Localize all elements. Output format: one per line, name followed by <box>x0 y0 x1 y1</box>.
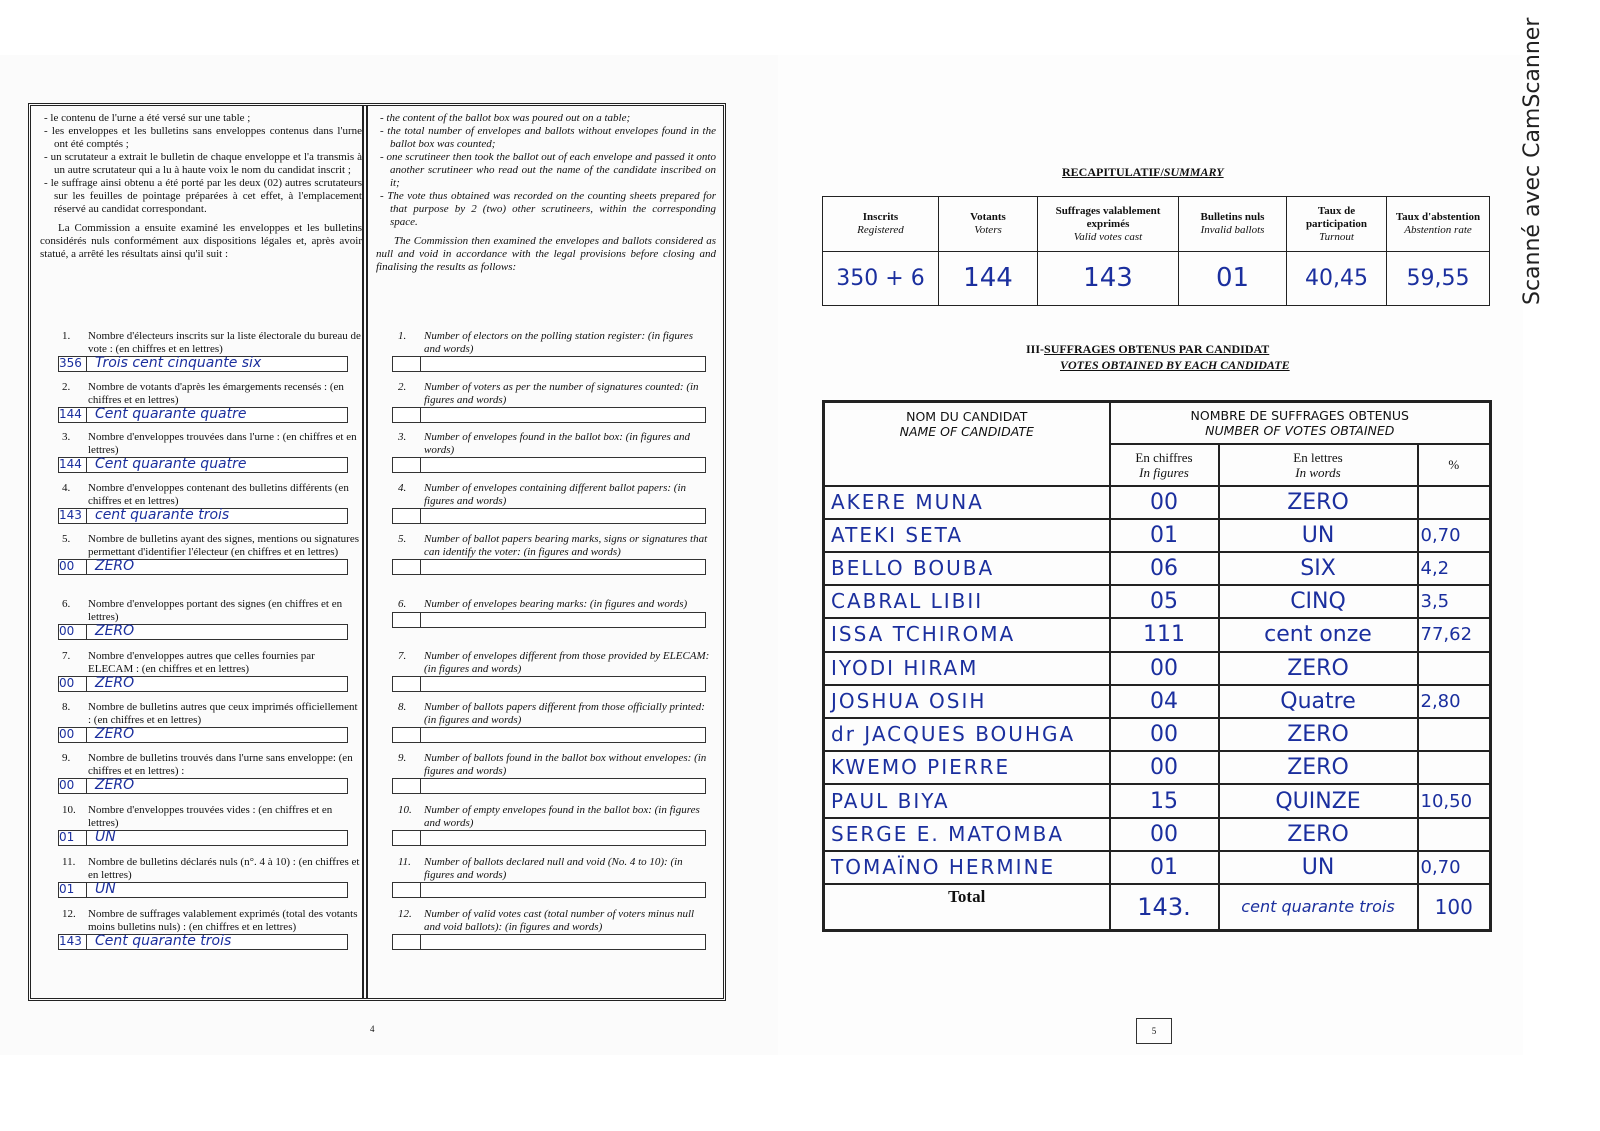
valid-votes-value: 143 <box>1038 252 1179 306</box>
item-number: 4. <box>398 482 407 494</box>
summary-header <box>1287 197 1387 252</box>
summary-title-fr: RECAPITULATIF/ <box>1062 165 1164 179</box>
header-en: Registered <box>857 224 904 236</box>
candidate-votes-figures: 00 <box>1110 486 1219 519</box>
item-label: Nombre d'électeurs inscrits sur la liste électorale du bureau de vote : (en chiffres et en lettres) <box>88 330 361 355</box>
figures-header-fr: En chiffres <box>1135 449 1193 465</box>
column-divider <box>362 106 368 998</box>
candidates-body <box>824 486 1491 885</box>
candidate-pct <box>1418 751 1491 784</box>
french-item <box>59 650 362 692</box>
item-label: Number of valid votes cast (total number of voters minus null and void ballots): (in figures and words) <box>424 908 695 933</box>
answer-figure <box>393 831 421 845</box>
item-label: Number of voters as per the number of signatures counted: (in figures and words) <box>424 381 699 406</box>
item-number: 8. <box>398 701 407 713</box>
candidate-votes-figures: 15 <box>1110 784 1219 817</box>
candidate-votes-figures: 06 <box>1110 552 1219 585</box>
english-intro <box>376 112 716 274</box>
words-header-fr: En lettres <box>1293 449 1343 465</box>
candidate-row <box>824 851 1491 884</box>
header-en: Abstention rate <box>1404 224 1472 236</box>
item-answer-box <box>392 407 706 423</box>
item-number: 3. <box>398 431 407 443</box>
item-number: 4. <box>62 482 71 494</box>
item-answer-box <box>58 882 348 898</box>
summary-header <box>1179 197 1287 252</box>
total-row <box>824 884 1491 930</box>
item-label: Nombre d'enveloppes contenant des bulletins différents (en chiffres et en lettres) <box>88 482 349 507</box>
figures-header <box>1110 444 1219 486</box>
item-answer-box <box>58 830 348 846</box>
answer-figure <box>393 408 421 422</box>
item-label: Number of envelopes bearing marks: (in figures and words) <box>424 598 688 610</box>
answer-figure <box>393 779 421 793</box>
candidate-name: CABRAL LIBII <box>824 585 1110 618</box>
candidates-title-en: VOTES OBTAINED BY EACH CANDIDATE <box>1060 358 1290 372</box>
answer-words: Cent quarante quatre <box>95 406 247 422</box>
item-answer-box <box>58 676 348 692</box>
candidate-row <box>824 486 1491 519</box>
name-header <box>824 402 1110 486</box>
item-label: Nombre de bulletins déclarés nuls (n°. 4 à 10) : (en chiffres et en lettres) <box>88 856 360 881</box>
item-answer-box <box>58 508 348 524</box>
english-intro-line: - The vote thus obtained was recorded on the counting sheets prepared for that purpose by 2 (two) other scrutineers, within the corresponding space. <box>380 190 716 228</box>
item-number: 12. <box>62 908 76 920</box>
candidate-votes-words: ZERO <box>1219 818 1418 851</box>
item-number: 6. <box>398 598 407 610</box>
item-number: 10. <box>62 804 76 816</box>
item-number: 11. <box>62 856 76 868</box>
answer-words: ZERO <box>95 726 135 742</box>
item-answer-box <box>58 778 348 794</box>
votes-header <box>1110 402 1491 444</box>
votes-header-en: NUMBER OF VOTES OBTAINED <box>1205 422 1395 438</box>
candidate-votes-words: cent onze <box>1219 618 1418 651</box>
item-number: 5. <box>398 533 407 545</box>
item-label: Number of ballots declared null and void (No. 4 to 10): (in figures and words) <box>424 856 683 881</box>
french-item <box>59 381 362 423</box>
summary-header <box>939 197 1038 252</box>
item-number: 12. <box>398 908 412 920</box>
summary-header <box>1038 197 1179 252</box>
answer-words: UN <box>95 829 116 845</box>
item-label: Nombre d'enveloppes trouvées vides : (en chiffres et en lettres) <box>88 804 333 829</box>
item-label: Nombre de bulletins autres que ceux imprimés officiellement : (en chiffres et en lettres) <box>88 701 358 726</box>
candidate-pct: 2,80 <box>1418 685 1491 718</box>
french-intro-line: - le contenu de l'urne a été versé sur une table ; <box>44 112 251 124</box>
name-header-en: NAME OF CANDIDATE <box>899 424 1034 439</box>
item-number: 2. <box>62 381 71 393</box>
candidate-votes-figures: 04 <box>1110 685 1219 718</box>
candidate-votes-figures: 111 <box>1110 618 1219 651</box>
candidate-pct: 77,62 <box>1418 618 1491 651</box>
candidate-name: ATEKI SETA <box>824 519 1110 552</box>
candidates-title-fr <box>1026 342 1269 357</box>
candidate-votes-words: CINQ <box>1219 585 1418 618</box>
candidate-votes-figures: 01 <box>1110 851 1219 884</box>
english-item <box>398 533 710 575</box>
french-item <box>59 804 362 846</box>
answer-words: cent quarante trois <box>95 507 230 523</box>
english-item <box>398 908 710 950</box>
candidates-table <box>822 400 1492 932</box>
figures-header-en: In figures <box>1139 464 1189 480</box>
answer-words: Cent quarante quatre <box>95 456 247 472</box>
item-answer-box <box>392 830 706 846</box>
pct-header: % <box>1418 444 1491 486</box>
candidate-pct: 0,70 <box>1418 851 1491 884</box>
item-answer-box <box>392 356 706 372</box>
item-label: Number of envelopes containing different ballot papers: (in figures and words) <box>424 482 687 507</box>
candidate-votes-figures: 00 <box>1110 652 1219 685</box>
item-answer-box <box>58 559 348 575</box>
answer-figure <box>393 458 421 472</box>
candidate-pct: 4,2 <box>1418 552 1491 585</box>
abstention-value: 59,55 <box>1387 252 1490 306</box>
item-label: Nombre de bulletins ayant des signes, mentions ou signatures permettant d'identifier l'électeur (en chiffres et en lettres) <box>88 533 359 558</box>
item-answer-box <box>392 612 706 628</box>
english-intro-line: - the content of the ballot box was poured out on a table; <box>380 112 631 124</box>
answer-words: ZERO <box>95 777 135 793</box>
answer-words: ZERO <box>95 558 135 574</box>
french-intro-line: - un scrutateur a extrait le bulletin de chaque enveloppe et l'a transmis à un autre scrutateur qui a lu à haute voix le nom du candidat inscrit ; <box>44 151 362 176</box>
candidate-votes-words: ZERO <box>1219 751 1418 784</box>
candidate-row <box>824 751 1491 784</box>
english-item <box>398 431 710 473</box>
candidate-pct: 3,5 <box>1418 585 1491 618</box>
answer-figure: 00 <box>59 625 87 639</box>
name-header-fr: NOM DU CANDIDAT <box>906 409 1028 424</box>
summary-table <box>822 196 1490 306</box>
candidate-name: AKERE MUNA <box>824 486 1110 519</box>
french-intro-line: - les enveloppes et les bulletins sans enveloppes contenus dans l'urne ont été comptés ; <box>44 125 362 150</box>
candidate-name: PAUL BIYA <box>824 784 1110 817</box>
candidates-header-row <box>824 402 1491 444</box>
english-item <box>398 381 710 423</box>
candidate-votes-words: ZERO <box>1219 652 1418 685</box>
english-item <box>398 701 710 743</box>
candidate-votes-figures: 05 <box>1110 585 1219 618</box>
words-header <box>1219 444 1418 486</box>
item-number: 9. <box>62 752 71 764</box>
french-item <box>59 701 362 743</box>
french-paragraph: La Commission a ensuite examiné les enveloppes et les bulletins considérés nuls conformément aux dispositions légales et, après avoir statué, a arrêté les résultats ainsi qu'il suit : <box>40 222 362 260</box>
answer-words: ZERO <box>95 623 135 639</box>
french-item <box>59 908 362 950</box>
french-item <box>59 856 362 898</box>
answer-words: ZERO <box>95 675 135 691</box>
english-intro-line: - the total number of envelopes and ballots without envelopes found in the ballot box was counted; <box>380 125 716 150</box>
item-number: 7. <box>398 650 407 662</box>
item-label: Number of ballots found in the ballot box without envelopes: (in figures and words) <box>424 752 707 777</box>
item-label: Number of electors on the polling station register: (in figures and words) <box>424 330 693 355</box>
candidate-votes-words: ZERO <box>1219 486 1418 519</box>
total-pct: 100 <box>1418 884 1491 930</box>
total-label: Total <box>824 884 1110 930</box>
item-label: Number of envelopes different from those provided by ELECAM: (in figures and words) <box>424 650 710 675</box>
english-item <box>398 330 710 372</box>
answer-figure <box>393 883 421 897</box>
french-item <box>59 598 362 640</box>
answer-figure: 00 <box>59 677 87 691</box>
answer-figure: 143 <box>59 509 87 523</box>
item-label: Nombre de votants d'après les émargements recensés : (en chiffres et en lettres) <box>88 381 344 406</box>
item-answer-box <box>392 457 706 473</box>
page-number-left: 4 <box>370 1024 375 1034</box>
item-answer-box <box>58 457 348 473</box>
item-answer-box <box>58 934 348 950</box>
french-intro <box>40 112 362 261</box>
summary-header-row <box>823 197 1490 252</box>
item-number: 1. <box>62 330 71 342</box>
answer-figure <box>393 613 421 627</box>
section-prefix: III- <box>1026 342 1045 356</box>
candidate-pct <box>1418 486 1491 519</box>
candidate-name: ISSA TCHIROMA <box>824 618 1110 651</box>
total-words: cent quarante trois <box>1219 884 1418 930</box>
header-en: Turnout <box>1319 230 1354 243</box>
english-intro-line: - one scrutineer then took the ballot out of each envelope and passed it onto another scrutineer who read out the name of the candidate inscribed on it; <box>380 151 716 189</box>
item-answer-box <box>58 727 348 743</box>
candidate-votes-words: UN <box>1219 851 1418 884</box>
answer-figure: 356 <box>59 357 87 371</box>
candidate-row <box>824 585 1491 618</box>
answer-figure: 00 <box>59 779 87 793</box>
voters-value: 144 <box>939 252 1038 306</box>
candidate-row <box>824 784 1491 817</box>
answer-figure: 00 <box>59 728 87 742</box>
header-fr: Taux de participation <box>1305 204 1368 230</box>
french-item <box>59 752 362 794</box>
votes-header-fr: NOMBRE DE SUFFRAGES OBTENUS <box>1190 407 1409 423</box>
item-number: 11. <box>398 856 411 868</box>
candidate-pct <box>1418 652 1491 685</box>
french-item <box>59 533 362 575</box>
candidate-name: KWEMO PIERRE <box>824 751 1110 784</box>
answer-figure: 01 <box>59 831 87 845</box>
candidate-votes-words: SIX <box>1219 552 1418 585</box>
words-header-en: In words <box>1295 464 1341 480</box>
candidate-pct: 0,70 <box>1418 519 1491 552</box>
candidate-row <box>824 718 1491 751</box>
item-answer-box <box>392 559 706 575</box>
item-label: Number of ballot papers bearing marks, signs or signatures that can identify the voter: (in figures and words) <box>424 533 708 558</box>
candidate-votes-figures: 00 <box>1110 751 1219 784</box>
candidate-row <box>824 652 1491 685</box>
french-item <box>59 431 362 473</box>
item-number: 7. <box>62 650 71 662</box>
page-number-right: 5 <box>1136 1018 1172 1044</box>
answer-words: Cent quarante trois <box>95 933 232 949</box>
item-answer-box <box>392 882 706 898</box>
english-item <box>398 650 710 692</box>
answer-figure: 01 <box>59 883 87 897</box>
candidate-row <box>824 519 1491 552</box>
item-label: Number of envelopes found in the ballot box: (in figures and words) <box>424 431 690 456</box>
header-fr: Votants <box>970 211 1006 223</box>
header-fr: Suffrages valablement exprimés <box>1055 204 1161 230</box>
candidate-pct <box>1418 818 1491 851</box>
answer-figure <box>393 357 421 371</box>
item-number: 1. <box>398 330 407 342</box>
header-en: Voters <box>974 224 1002 236</box>
header-fr: Inscrits <box>862 211 899 223</box>
item-answer-box <box>58 407 348 423</box>
header-en: Invalid ballots <box>1200 224 1265 236</box>
item-label: Number of ballots papers different from those officially printed: (in figures and words) <box>424 701 705 726</box>
candidate-name: dr JACQUES BOUHGA <box>824 718 1110 751</box>
english-item <box>398 482 710 524</box>
answer-figure: 00 <box>59 560 87 574</box>
answer-figure <box>393 560 421 574</box>
candidate-pct <box>1418 718 1491 751</box>
item-label: Nombre d'enveloppes portant des signes (en chiffres et en lettres) <box>88 598 343 623</box>
item-number: 2. <box>398 381 407 393</box>
candidate-name: SERGE E. MATOMBA <box>824 818 1110 851</box>
item-label: Number of empty envelopes found in the ballot box: (in figures and words) <box>424 804 700 829</box>
invalid-ballots-value: 01 <box>1179 252 1287 306</box>
french-item <box>59 330 362 372</box>
turnout-value: 40,45 <box>1287 252 1387 306</box>
item-number: 5. <box>62 533 71 545</box>
total-figures: 143. <box>1110 884 1219 930</box>
item-label: Nombre de suffrages valablement exprimés (total des votants moins bulletins nuls) : (en chiffres et en lettres) <box>88 908 358 933</box>
candidate-votes-figures: 00 <box>1110 718 1219 751</box>
french-intro-line: - le suffrage ainsi obtenu a été porté par les deux (02) autres scrutateurs sur les feuilles de pointage préparées à cet effet, à l'emplacement réservé au candidat correspondant. <box>44 177 362 215</box>
answer-figure <box>393 677 421 691</box>
candidate-row <box>824 552 1491 585</box>
answer-figure <box>393 509 421 523</box>
answer-figure <box>393 935 421 949</box>
english-item <box>398 856 710 898</box>
summary-values-row <box>823 252 1490 306</box>
item-answer-box <box>392 778 706 794</box>
item-answer-box <box>58 356 348 372</box>
english-item <box>398 752 710 794</box>
item-number: 9. <box>398 752 407 764</box>
candidate-votes-words: ZERO <box>1219 718 1418 751</box>
candidate-votes-figures: 00 <box>1110 818 1219 851</box>
answer-figure: 143 <box>59 935 87 949</box>
candidate-name: TOMAÏNO HERMINE <box>824 851 1110 884</box>
item-label: Nombre d'enveloppes trouvées dans l'urne : (en chiffres et en lettres) <box>88 431 357 456</box>
candidate-name: IYODI HIRAM <box>824 652 1110 685</box>
candidate-row <box>824 685 1491 718</box>
french-item <box>59 482 362 524</box>
english-item <box>398 598 710 628</box>
item-answer-box <box>392 934 706 950</box>
item-number: 3. <box>62 431 71 443</box>
candidate-votes-figures: 01 <box>1110 519 1219 552</box>
item-number: 6. <box>62 598 71 610</box>
item-answer-box <box>392 727 706 743</box>
item-answer-box <box>392 676 706 692</box>
answer-words: Trois cent cinquante six <box>95 355 262 371</box>
candidate-votes-words: UN <box>1219 519 1418 552</box>
answer-words: UN <box>95 881 116 897</box>
answer-figure: 144 <box>59 408 87 422</box>
candidate-votes-words: QUINZE <box>1219 784 1418 817</box>
item-number: 10. <box>398 804 412 816</box>
item-number: 8. <box>62 701 71 713</box>
summary-header <box>823 197 939 252</box>
candidate-votes-words: Quatre <box>1219 685 1418 718</box>
item-label: Nombre de bulletins trouvés dans l'urne sans enveloppe: (en chiffres et en lettres) : <box>88 752 353 777</box>
candidate-row <box>824 618 1491 651</box>
summary-title <box>1062 165 1224 180</box>
candidate-pct: 10,50 <box>1418 784 1491 817</box>
item-answer-box <box>58 624 348 640</box>
registered-value: 350 + 6 <box>823 252 939 306</box>
english-item <box>398 804 710 846</box>
english-paragraph: The Commission then examined the envelopes and ballots considered as null and void in accordance with the legal provisions before closing and finalising the results as follows: <box>376 235 716 273</box>
candidate-name: BELLO BOUBA <box>824 552 1110 585</box>
answer-figure: 144 <box>59 458 87 472</box>
header-fr: Bulletins nuls <box>1200 211 1265 223</box>
item-label: Nombre d'enveloppes autres que celles fournies par ELECAM : (en chiffres et en lettres) <box>88 650 315 675</box>
candidate-name: JOSHUA OSIH <box>824 685 1110 718</box>
camscanner-watermark: Scanné avec CamScanner <box>1520 17 1545 305</box>
summary-title-en: SUMMARY <box>1163 165 1224 179</box>
answer-figure <box>393 728 421 742</box>
header-en: Valid votes cast <box>1073 230 1143 243</box>
summary-header <box>1387 197 1490 252</box>
candidate-row <box>824 818 1491 851</box>
header-fr: Taux d'abstention <box>1395 211 1481 223</box>
item-answer-box <box>392 508 706 524</box>
section-title-fr: SUFFRAGES OBTENUS PAR CANDIDAT <box>1044 342 1270 356</box>
